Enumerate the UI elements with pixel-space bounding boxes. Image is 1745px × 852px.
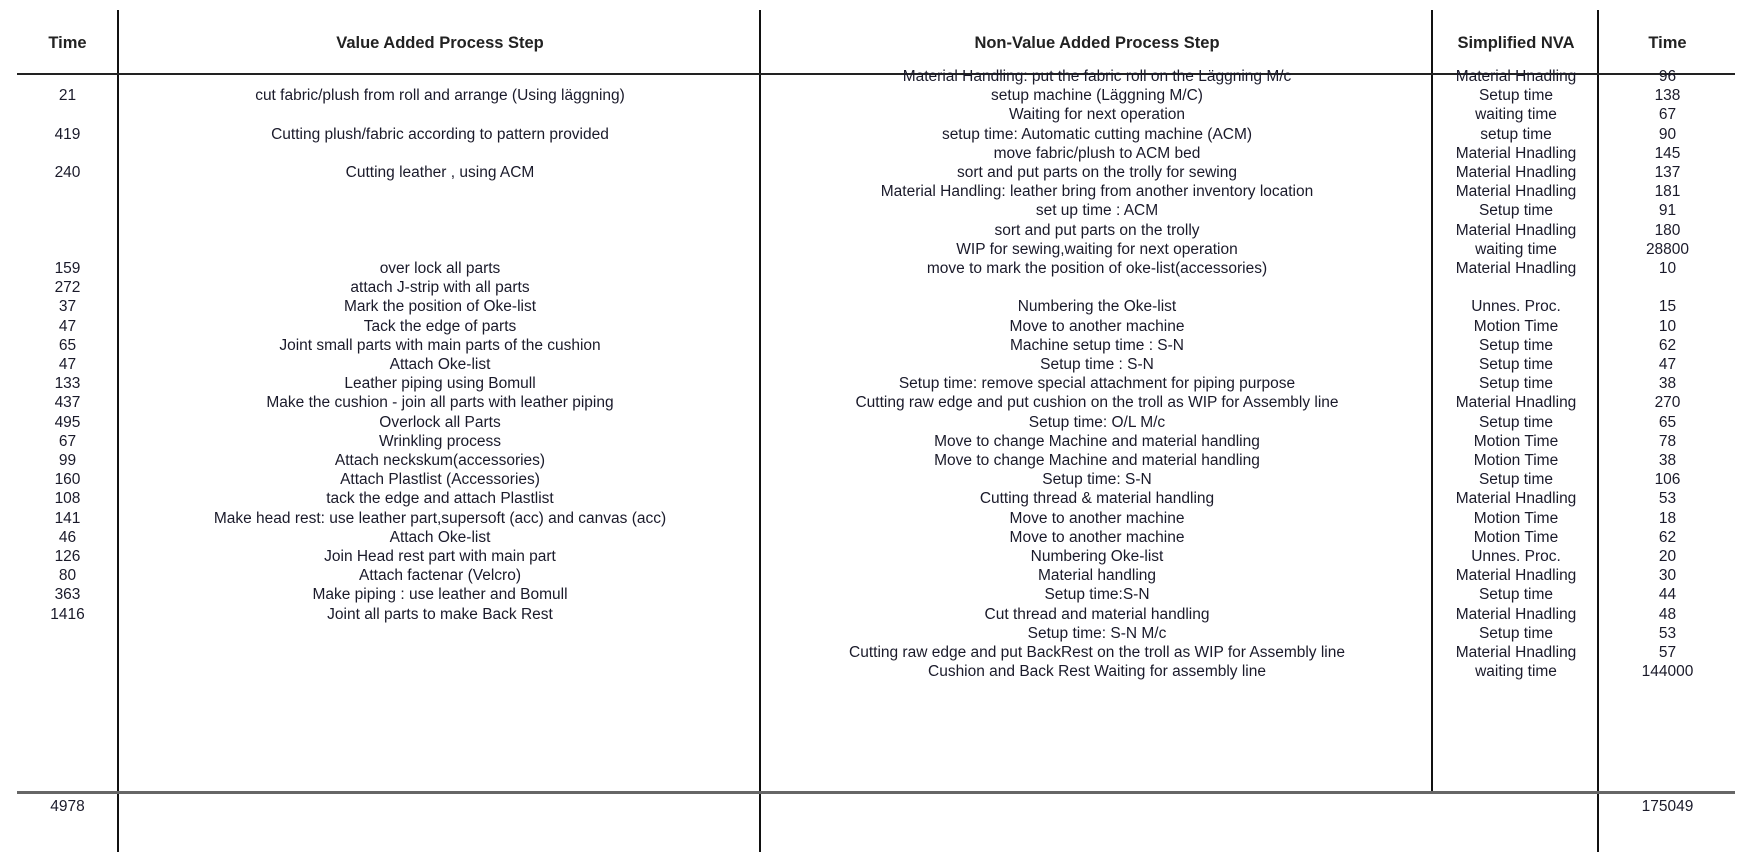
nva-step-cell: setup machine (Läggning M/C)	[991, 87, 1203, 105]
va-step-cell: Leather piping using Bomull	[344, 375, 536, 393]
va-step-cell	[120, 220, 760, 241]
simplified-nva-cell: Unnes. Proc.	[1471, 298, 1561, 316]
table-row	[0, 565, 1745, 586]
table-row	[0, 143, 1745, 164]
nva-step-cell: sort and put parts on the trolly	[994, 221, 1200, 239]
va-time-cell: 419	[54, 125, 81, 143]
simplified-nva-cell: Setup time	[1478, 202, 1554, 220]
va-time-cell: 80	[58, 567, 77, 585]
va-step-cell: Make piping : use leather and Bomull	[312, 586, 568, 604]
va-time-cell: 65	[58, 336, 77, 354]
simplified-nva-cell: Setup time	[1478, 471, 1554, 489]
nva-step-cell: Setup time: remove special attachment for piping purpose	[898, 375, 1296, 393]
nva-time-cell: 15	[1658, 298, 1677, 316]
nva-step-cell: Cut thread and material handling	[984, 605, 1210, 623]
simplified-nva-cell: Unnes. Proc.	[1471, 548, 1561, 565]
nva-time-cell: 20	[1658, 548, 1677, 565]
va-time-cell: 495	[54, 413, 81, 431]
table-row	[0, 220, 1745, 241]
nva-time-cell: 47	[1658, 356, 1677, 373]
va-time-total: 4978	[50, 798, 85, 815]
nva-step-cell: Setup time: O/L M/c	[1028, 413, 1166, 431]
va-time-cell	[17, 642, 118, 663]
table-row	[0, 85, 1745, 106]
nva-step-cell: Numbering Oke-list	[1030, 548, 1164, 565]
va-time-cell	[17, 239, 118, 260]
nva-step-cell: Move to change Machine and material handling	[934, 432, 1260, 450]
va-time-cell: 99	[58, 452, 77, 469]
va-step-cell	[120, 104, 760, 125]
simplified-nva-cell	[1434, 277, 1598, 298]
nva-time-cell: 57	[1658, 644, 1677, 661]
simplified-nva-cell: Material Hnadling	[1455, 164, 1577, 181]
va-step-cell	[120, 642, 760, 663]
table-row	[0, 277, 1745, 298]
va-time-cell: 160	[54, 471, 81, 489]
nva-time-cell: 96	[1658, 68, 1677, 85]
nva-time-cell: 67	[1658, 106, 1677, 124]
va-step-cell: Mark the position of Oke-list	[343, 298, 537, 316]
nva-step-cell: move fabric/plush to ACM bed	[993, 144, 1201, 162]
table-row	[0, 200, 1745, 221]
va-step-cell: Attach neckskum(accessories)	[334, 452, 546, 469]
nva-time-cell: 10	[1658, 317, 1677, 335]
simplified-nva-cell: Material Hnadling	[1455, 221, 1577, 239]
simplified-nva-cell: Setup time	[1478, 624, 1554, 642]
table-row	[0, 296, 1745, 317]
nva-step-cell: Cushion and Back Rest Waiting for assembly line	[928, 663, 1266, 681]
nva-time-cell: 181	[1654, 183, 1681, 201]
simplified-nva-cell: Material Hnadling	[1455, 605, 1577, 623]
simplified-nva-cell: Motion Time	[1473, 509, 1559, 527]
va-time-cell	[17, 104, 118, 125]
nva-step-cell	[762, 277, 1432, 298]
nva-time-cell: 18	[1658, 509, 1677, 527]
va-time-cell	[17, 143, 118, 164]
nva-time-cell: 78	[1658, 432, 1677, 450]
simplified-nva-cell: setup time	[1480, 125, 1552, 143]
simplified-nva-cell: Motion Time	[1473, 432, 1559, 450]
nva-time-cell: 180	[1654, 221, 1681, 239]
simplified-nva-cell: Material Hnadling	[1455, 394, 1577, 412]
va-time-cell: 47	[58, 317, 77, 335]
nva-time-cell: 30	[1658, 567, 1677, 585]
va-time-cell: 141	[54, 509, 81, 527]
va-time-cell: 108	[54, 490, 81, 508]
nva-step-cell: sort and put parts on the trolly for sewing	[956, 164, 1237, 181]
va-step-cell	[120, 661, 760, 682]
table-row	[0, 66, 1745, 87]
nva-step-cell: Setup time: S-N M/c	[1027, 624, 1167, 642]
nva-step-cell: Cutting raw edge and put BackRest on the troll as WIP for Assembly line	[849, 644, 1345, 661]
nva-time-cell: 28800	[1645, 240, 1690, 258]
va-time-cell: 363	[54, 586, 81, 604]
nva-time-cell: 145	[1654, 144, 1681, 162]
table-row	[0, 508, 1745, 529]
header-nva-step: Non-Value Added Process Step	[974, 34, 1220, 52]
nva-time-cell: 62	[1658, 336, 1677, 354]
nva-step-cell: Move to another machine	[1009, 509, 1185, 527]
table-row	[0, 431, 1745, 452]
simplified-nva-cell: Setup time	[1478, 356, 1554, 373]
simplified-nva-cell: Setup time	[1478, 586, 1554, 604]
va-step-cell	[120, 181, 760, 202]
va-step-cell: Wrinkling process	[378, 432, 502, 450]
va-step-cell: Joint small parts with main parts of the cushion	[279, 336, 601, 354]
va-time-cell: 159	[54, 260, 81, 277]
table-row	[0, 661, 1745, 682]
nva-step-cell: Material handling	[1037, 567, 1157, 585]
va-step-cell: Join Head rest part with main part	[324, 548, 556, 565]
simplified-nva-cell: Material Hnadling	[1455, 68, 1577, 85]
simplified-nva-cell: Setup time	[1478, 375, 1554, 393]
va-time-cell: 21	[58, 87, 77, 105]
table-row	[0, 316, 1745, 337]
nva-time-cell: 10	[1658, 260, 1677, 277]
header-simplified-nva: Simplified NVA	[1457, 34, 1575, 52]
nva-step-cell: Cutting thread & material handling	[979, 490, 1215, 508]
va-time-cell	[17, 220, 118, 241]
nva-step-cell: Setup time:S-N	[1044, 586, 1150, 604]
nva-step-cell: WIP for sewing,waiting for next operation	[956, 240, 1238, 258]
totals-separator	[17, 791, 1735, 794]
table-row	[0, 623, 1745, 644]
simplified-nva-cell: waiting time	[1475, 663, 1557, 681]
va-time-cell	[17, 66, 118, 87]
table-row	[0, 104, 1745, 125]
nva-time-cell: 91	[1658, 202, 1677, 220]
va-time-cell: 46	[58, 528, 77, 546]
va-step-cell: Overlock all Parts	[379, 413, 501, 431]
nva-step-cell: Numbering the Oke-list	[1017, 298, 1177, 316]
table-row	[0, 239, 1745, 260]
nva-step-cell: Machine setup time : S-N	[1009, 336, 1184, 354]
nva-step-cell: Setup time : S-N	[1040, 356, 1154, 373]
nva-step-cell: setup time: Automatic cutting machine (ACM)	[941, 125, 1253, 143]
va-step-cell	[120, 623, 760, 644]
va-time-cell: 240	[54, 164, 81, 181]
va-time-cell	[17, 661, 118, 682]
simplified-nva-cell: waiting time	[1475, 240, 1557, 258]
nva-time-total: 175049	[1641, 798, 1694, 815]
va-step-cell: Joint all parts to make Back Rest	[327, 605, 553, 623]
nva-step-cell: move to mark the position of oke-list(accessories)	[926, 260, 1268, 277]
va-step-cell: Attach Oke-list	[389, 528, 491, 546]
nva-time-cell: 138	[1654, 87, 1681, 105]
table-row	[0, 392, 1745, 413]
table-row	[0, 373, 1745, 394]
simplified-nva-cell: Material Hnadling	[1455, 490, 1577, 508]
va-time-cell: 1416	[50, 605, 85, 623]
nva-step-cell: Move to another machine	[1009, 317, 1185, 335]
table-row	[0, 162, 1745, 183]
nva-step-cell: Setup time: S-N	[1042, 471, 1152, 489]
va-time-cell	[17, 200, 118, 221]
va-step-cell	[120, 239, 760, 260]
nva-time-cell: 44	[1658, 586, 1677, 604]
header-va-step: Value Added Process Step	[336, 34, 544, 52]
nva-time-cell	[1600, 277, 1735, 298]
nva-time-cell: 137	[1654, 164, 1681, 181]
va-time-cell: 37	[58, 298, 77, 316]
nva-time-cell: 65	[1658, 413, 1677, 431]
va-time-cell: 47	[58, 356, 77, 373]
table-row	[0, 488, 1745, 509]
va-step-cell: Cutting leather , using ACM	[345, 164, 535, 181]
nva-step-cell: Move to another machine	[1009, 528, 1185, 546]
nva-time-cell: 144000	[1641, 663, 1694, 681]
table-row	[0, 642, 1745, 663]
nva-step-cell: Waiting for next operation	[1008, 106, 1186, 124]
table-row	[0, 412, 1745, 433]
nva-step-cell: Material Handling: put the fabric roll on the Läggning M/c	[902, 68, 1292, 85]
nva-step-cell: set up time : ACM	[1035, 202, 1159, 220]
nva-step-cell: Cutting raw edge and put cushion on the troll as WIP for Assembly line	[855, 394, 1339, 412]
nva-time-cell: 90	[1658, 125, 1677, 143]
simplified-nva-cell: Material Hnadling	[1455, 183, 1577, 201]
simplified-nva-cell: Motion Time	[1473, 452, 1559, 469]
va-time-cell: 126	[54, 548, 81, 565]
nva-time-cell: 62	[1658, 528, 1677, 546]
nva-time-cell: 53	[1658, 490, 1677, 508]
va-step-cell	[120, 200, 760, 221]
va-step-cell: Make head rest: use leather part,supersoft (acc) and canvas (acc)	[213, 509, 667, 527]
nva-time-cell: 48	[1658, 605, 1677, 623]
va-time-cell	[17, 623, 118, 644]
table-row	[0, 584, 1745, 605]
simplified-nva-cell: waiting time	[1475, 106, 1557, 124]
nva-step-cell: Move to change Machine and material handling	[934, 452, 1260, 469]
va-time-cell: 133	[54, 375, 81, 393]
table-row	[0, 469, 1745, 490]
va-step-cell	[120, 143, 760, 164]
table-row	[0, 450, 1745, 471]
simplified-nva-cell: Material Hnadling	[1455, 260, 1577, 277]
va-time-cell: 437	[54, 394, 81, 412]
simplified-nva-cell: Setup time	[1478, 87, 1554, 105]
nva-time-cell: 106	[1654, 471, 1681, 489]
va-step-cell: Attach Oke-list	[389, 356, 491, 373]
table-row	[0, 258, 1745, 279]
table-row	[0, 527, 1745, 548]
va-step-cell	[120, 66, 760, 87]
nva-time-cell: 53	[1658, 624, 1677, 642]
table-row	[0, 604, 1745, 625]
va-step-cell: Tack the edge of parts	[363, 317, 517, 335]
va-time-cell: 272	[54, 279, 81, 297]
table-row	[0, 181, 1745, 202]
va-step-cell: Attach factenar (Velcro)	[359, 567, 521, 585]
table-row	[0, 124, 1745, 145]
simplified-nva-cell: Material Hnadling	[1455, 567, 1577, 585]
va-time-cell	[17, 181, 118, 202]
va-time-cell: 67	[58, 432, 77, 450]
simplified-nva-cell: Setup time	[1478, 413, 1554, 431]
simplified-nva-cell: Setup time	[1478, 336, 1554, 354]
nva-step-cell: Material Handling: leather bring from another inventory location	[880, 183, 1314, 201]
va-step-cell: over lock all parts	[379, 260, 501, 277]
va-step-cell: Cutting plush/fabric according to pattern provided	[271, 125, 609, 143]
va-step-cell: tack the edge and attach Plastlist	[326, 490, 554, 508]
nva-time-cell: 270	[1654, 394, 1681, 412]
va-step-cell: Make the cushion - join all parts with leather piping	[266, 394, 614, 412]
table-row	[0, 546, 1745, 567]
header-va-time: Time	[48, 34, 87, 52]
table-row	[0, 335, 1745, 356]
header-nva-time: Time	[1648, 34, 1687, 52]
va-step-cell: attach J-strip with all parts	[350, 279, 530, 297]
simplified-nva-cell: Motion Time	[1473, 528, 1559, 546]
va-step-cell: cut fabric/plush from roll and arrange (Using läggning)	[255, 87, 625, 105]
va-step-cell: Attach Plastlist (Accessories)	[340, 471, 540, 489]
simplified-nva-cell: Motion Time	[1473, 317, 1559, 335]
nva-time-cell: 38	[1658, 375, 1677, 393]
nva-time-cell: 38	[1658, 452, 1677, 469]
simplified-nva-cell: Material Hnadling	[1455, 144, 1577, 162]
simplified-nva-cell: Material Hnadling	[1455, 644, 1577, 661]
table-row	[0, 354, 1745, 375]
